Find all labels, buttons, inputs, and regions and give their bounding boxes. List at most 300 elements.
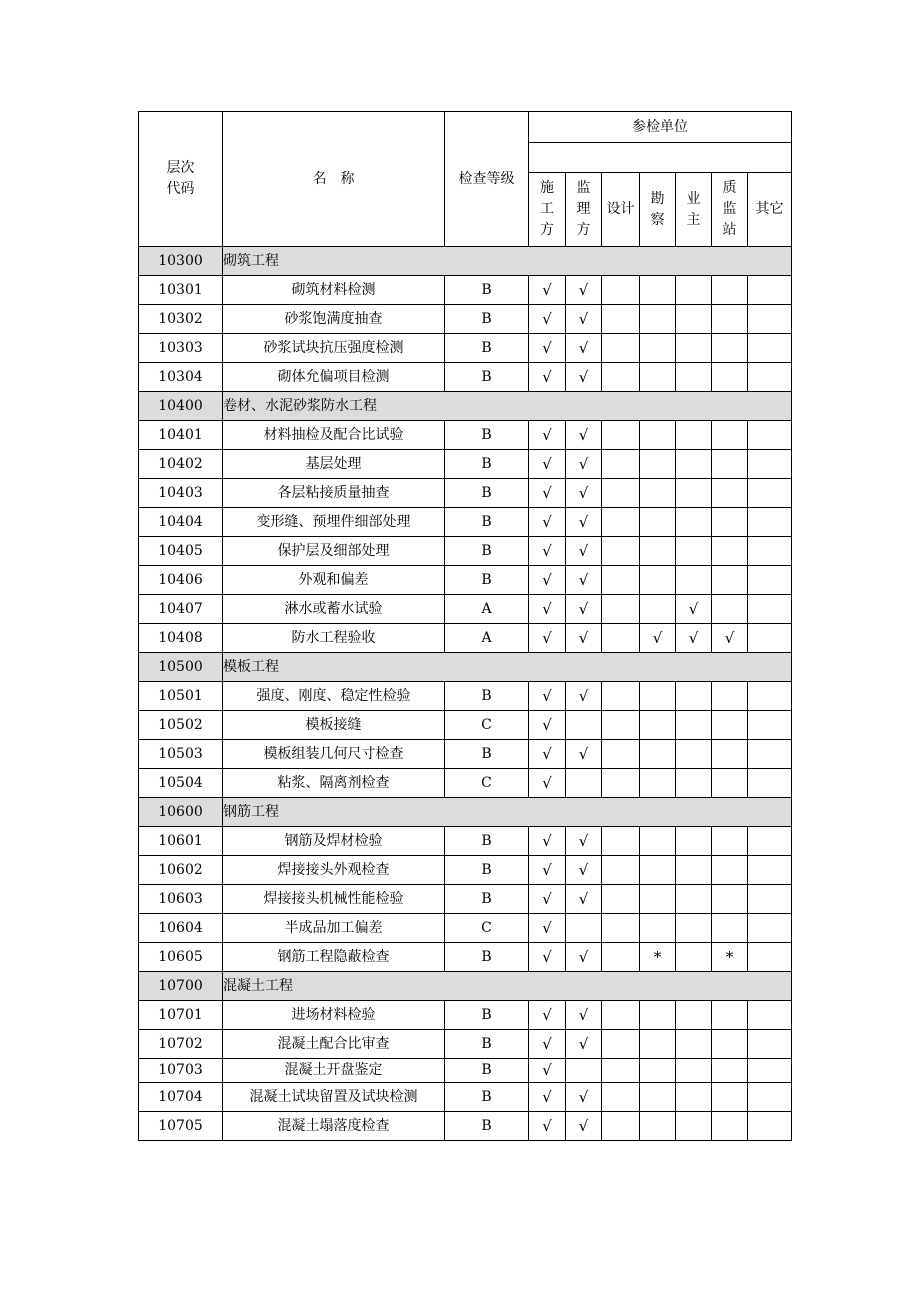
row-mark: √ bbox=[529, 1001, 566, 1030]
row-mark bbox=[640, 566, 676, 595]
row-mark: √ bbox=[529, 943, 566, 972]
row-code: 10402 bbox=[139, 450, 223, 479]
table-row bbox=[139, 885, 792, 914]
row-mark: √ bbox=[529, 1112, 566, 1141]
row-grade: B bbox=[445, 1030, 529, 1059]
row-code: 10501 bbox=[139, 682, 223, 711]
row-mark bbox=[640, 1001, 676, 1030]
table-body bbox=[139, 247, 792, 1141]
row-name: 基层处理 bbox=[223, 450, 445, 479]
row-mark: √ bbox=[529, 885, 566, 914]
row-mark bbox=[748, 624, 792, 653]
row-mark bbox=[640, 363, 676, 392]
row-name: 混凝土试块留置及试块检测 bbox=[223, 1083, 445, 1112]
row-mark: √ bbox=[529, 1059, 566, 1083]
row-mark bbox=[676, 885, 712, 914]
row-mark bbox=[712, 769, 748, 798]
table-row bbox=[139, 856, 792, 885]
row-mark: √ bbox=[566, 885, 602, 914]
header-unit-char: 设计 bbox=[606, 201, 635, 218]
row-mark: √ bbox=[566, 595, 602, 624]
row-code: 10701 bbox=[139, 1001, 223, 1030]
table-row bbox=[139, 827, 792, 856]
row-mark bbox=[602, 305, 640, 334]
row-mark bbox=[748, 740, 792, 769]
header-unit-char: 业 bbox=[686, 190, 701, 207]
row-grade: B bbox=[445, 856, 529, 885]
row-mark bbox=[748, 508, 792, 537]
header-unit bbox=[529, 173, 566, 247]
row-name: 保护层及细部处理 bbox=[223, 537, 445, 566]
row-mark bbox=[640, 305, 676, 334]
row-name: 焊接接头机械性能检验 bbox=[223, 885, 445, 914]
row-name: 材料抽检及配合比试验 bbox=[223, 421, 445, 450]
row-mark bbox=[676, 479, 712, 508]
section-code: 10600 bbox=[139, 798, 223, 827]
row-mark bbox=[748, 537, 792, 566]
row-mark bbox=[676, 1030, 712, 1059]
header-unit-char: 工 bbox=[540, 201, 554, 218]
row-mark bbox=[676, 711, 712, 740]
row-mark bbox=[748, 305, 792, 334]
row-mark bbox=[712, 334, 748, 363]
section-code: 10700 bbox=[139, 972, 223, 1001]
row-mark: √ bbox=[566, 508, 602, 537]
row-mark bbox=[602, 740, 640, 769]
table-row bbox=[139, 682, 792, 711]
row-mark: √ bbox=[566, 1112, 602, 1141]
row-name: 淋水或蓄水试验 bbox=[223, 595, 445, 624]
row-mark bbox=[602, 450, 640, 479]
row-mark bbox=[640, 885, 676, 914]
row-grade: B bbox=[445, 363, 529, 392]
row-mark: * bbox=[712, 943, 748, 972]
row-grade: B bbox=[445, 682, 529, 711]
header-code-line: 代码 bbox=[166, 181, 195, 197]
row-mark: √ bbox=[566, 421, 602, 450]
header-unit-char: 勘 bbox=[650, 190, 665, 207]
row-mark bbox=[748, 769, 792, 798]
row-mark: √ bbox=[529, 595, 566, 624]
row-mark bbox=[676, 537, 712, 566]
section-title-text: 模板工程 bbox=[223, 658, 279, 675]
row-code: 10603 bbox=[139, 885, 223, 914]
row-mark bbox=[748, 1030, 792, 1059]
row-mark bbox=[676, 682, 712, 711]
row-mark bbox=[712, 740, 748, 769]
table-row bbox=[139, 769, 792, 798]
row-mark bbox=[712, 421, 748, 450]
table-header bbox=[139, 112, 792, 247]
row-mark bbox=[640, 508, 676, 537]
row-grade: B bbox=[445, 827, 529, 856]
row-mark bbox=[748, 276, 792, 305]
row-mark: √ bbox=[566, 450, 602, 479]
row-mark bbox=[602, 363, 640, 392]
row-code: 10404 bbox=[139, 508, 223, 537]
row-grade: B bbox=[445, 450, 529, 479]
row-grade: A bbox=[445, 624, 529, 653]
row-mark bbox=[676, 566, 712, 595]
section-row bbox=[139, 392, 792, 421]
row-mark: √ bbox=[529, 1083, 566, 1112]
row-mark bbox=[602, 1112, 640, 1141]
row-mark bbox=[676, 769, 712, 798]
row-mark bbox=[602, 885, 640, 914]
row-mark bbox=[712, 856, 748, 885]
row-mark bbox=[640, 479, 676, 508]
header-unit-char: 监 bbox=[722, 201, 737, 218]
header-unit-char: 施 bbox=[540, 180, 554, 197]
table-row bbox=[139, 740, 792, 769]
section-row bbox=[139, 653, 792, 682]
row-mark: √ bbox=[529, 914, 566, 943]
row-mark: √ bbox=[566, 943, 602, 972]
row-mark bbox=[712, 914, 748, 943]
row-mark bbox=[566, 1059, 602, 1083]
row-mark bbox=[676, 856, 712, 885]
table-row bbox=[139, 450, 792, 479]
row-mark bbox=[676, 1112, 712, 1141]
row-name: 防水工程验收 bbox=[223, 624, 445, 653]
header-grade: 检查等级 bbox=[445, 112, 529, 247]
row-grade: B bbox=[445, 421, 529, 450]
inspection-table bbox=[138, 111, 792, 1141]
row-mark: √ bbox=[566, 479, 602, 508]
row-mark bbox=[712, 479, 748, 508]
row-mark: √ bbox=[529, 740, 566, 769]
row-mark bbox=[748, 479, 792, 508]
header-unit bbox=[602, 173, 640, 247]
table-row bbox=[139, 421, 792, 450]
row-grade: B bbox=[445, 276, 529, 305]
row-mark bbox=[602, 537, 640, 566]
row-mark bbox=[676, 943, 712, 972]
row-mark: √ bbox=[676, 624, 712, 653]
section-row bbox=[139, 972, 792, 1001]
row-mark bbox=[748, 334, 792, 363]
row-code: 10403 bbox=[139, 479, 223, 508]
row-mark bbox=[676, 305, 712, 334]
row-mark bbox=[640, 856, 676, 885]
row-grade: C bbox=[445, 914, 529, 943]
row-mark bbox=[676, 334, 712, 363]
row-mark bbox=[676, 508, 712, 537]
table-row bbox=[139, 595, 792, 624]
row-mark bbox=[712, 1083, 748, 1112]
row-mark bbox=[602, 421, 640, 450]
header-unit bbox=[566, 173, 602, 247]
row-mark bbox=[748, 1083, 792, 1112]
row-name: 砌体允偏项目检测 bbox=[223, 363, 445, 392]
row-mark bbox=[602, 508, 640, 537]
row-mark bbox=[602, 682, 640, 711]
row-code: 10705 bbox=[139, 1112, 223, 1141]
row-mark bbox=[712, 885, 748, 914]
section-title-text: 混凝土工程 bbox=[223, 977, 293, 994]
row-name: 砂浆饱满度抽查 bbox=[223, 305, 445, 334]
row-mark bbox=[676, 827, 712, 856]
header-unit bbox=[712, 173, 748, 247]
row-grade: B bbox=[445, 885, 529, 914]
section-row bbox=[139, 798, 792, 827]
table-row bbox=[139, 1030, 792, 1059]
row-mark: √ bbox=[566, 624, 602, 653]
row-mark bbox=[602, 943, 640, 972]
row-code: 10702 bbox=[139, 1030, 223, 1059]
row-mark bbox=[640, 1083, 676, 1112]
row-name: 钢筋及焊材检验 bbox=[223, 827, 445, 856]
row-mark: √ bbox=[566, 682, 602, 711]
row-code: 10502 bbox=[139, 711, 223, 740]
table-row bbox=[139, 711, 792, 740]
row-mark: √ bbox=[676, 595, 712, 624]
row-name: 钢筋工程隐蔽检查 bbox=[223, 943, 445, 972]
row-mark: √ bbox=[529, 421, 566, 450]
row-mark: √ bbox=[529, 856, 566, 885]
row-mark: √ bbox=[529, 450, 566, 479]
row-mark bbox=[676, 1083, 712, 1112]
row-mark bbox=[676, 740, 712, 769]
section-title-text: 砌筑工程 bbox=[223, 252, 279, 269]
row-mark bbox=[712, 450, 748, 479]
row-grade: B bbox=[445, 943, 529, 972]
row-code: 10407 bbox=[139, 595, 223, 624]
row-code: 10601 bbox=[139, 827, 223, 856]
table-row bbox=[139, 1112, 792, 1141]
row-name: 变形缝、预埋件细部处理 bbox=[223, 508, 445, 537]
row-name: 强度、刚度、稳定性检验 bbox=[223, 682, 445, 711]
row-mark bbox=[676, 363, 712, 392]
row-mark bbox=[712, 1001, 748, 1030]
row-mark bbox=[676, 421, 712, 450]
row-mark: √ bbox=[529, 334, 566, 363]
table-row bbox=[139, 1059, 792, 1083]
header-unit-char: 方 bbox=[576, 222, 591, 239]
row-mark bbox=[640, 595, 676, 624]
row-mark bbox=[640, 1059, 676, 1083]
row-mark: √ bbox=[529, 1030, 566, 1059]
row-mark: √ bbox=[566, 305, 602, 334]
row-mark bbox=[640, 682, 676, 711]
row-mark bbox=[676, 276, 712, 305]
row-code: 10704 bbox=[139, 1083, 223, 1112]
row-code: 10703 bbox=[139, 1059, 223, 1083]
row-mark bbox=[640, 421, 676, 450]
section-title bbox=[223, 247, 792, 276]
row-mark bbox=[640, 827, 676, 856]
row-code: 10504 bbox=[139, 769, 223, 798]
row-grade: B bbox=[445, 740, 529, 769]
row-mark bbox=[602, 566, 640, 595]
row-mark bbox=[748, 1112, 792, 1141]
row-mark bbox=[602, 827, 640, 856]
row-mark: √ bbox=[566, 363, 602, 392]
row-code: 10406 bbox=[139, 566, 223, 595]
table-row bbox=[139, 1001, 792, 1030]
header-code-line: 层次 bbox=[166, 160, 195, 176]
row-mark bbox=[566, 914, 602, 943]
row-name: 焊接接头外观检查 bbox=[223, 856, 445, 885]
row-mark bbox=[712, 276, 748, 305]
row-mark: √ bbox=[566, 566, 602, 595]
row-grade: B bbox=[445, 479, 529, 508]
row-mark bbox=[640, 450, 676, 479]
table-row bbox=[139, 508, 792, 537]
header-unit-char: 其它 bbox=[755, 201, 784, 218]
row-code: 10503 bbox=[139, 740, 223, 769]
row-mark bbox=[566, 769, 602, 798]
row-mark bbox=[712, 363, 748, 392]
row-code: 10408 bbox=[139, 624, 223, 653]
row-mark: √ bbox=[529, 305, 566, 334]
row-mark bbox=[712, 508, 748, 537]
row-name: 模板组装几何尺寸检查 bbox=[223, 740, 445, 769]
section-code: 10400 bbox=[139, 392, 223, 421]
row-mark bbox=[676, 1059, 712, 1083]
header-blank bbox=[529, 143, 792, 173]
section-code: 10500 bbox=[139, 653, 223, 682]
row-name: 混凝土塌落度检查 bbox=[223, 1112, 445, 1141]
row-mark bbox=[640, 914, 676, 943]
row-name: 混凝土开盘鉴定 bbox=[223, 1059, 445, 1083]
row-mark bbox=[640, 334, 676, 363]
section-title bbox=[223, 798, 792, 827]
row-code: 10405 bbox=[139, 537, 223, 566]
row-mark bbox=[602, 479, 640, 508]
row-grade: B bbox=[445, 537, 529, 566]
table-row bbox=[139, 305, 792, 334]
row-mark bbox=[602, 334, 640, 363]
row-grade: B bbox=[445, 508, 529, 537]
row-name: 砂浆试块抗压强度检测 bbox=[223, 334, 445, 363]
row-mark: √ bbox=[566, 856, 602, 885]
row-grade: B bbox=[445, 1112, 529, 1141]
row-mark bbox=[640, 276, 676, 305]
row-mark: √ bbox=[566, 537, 602, 566]
row-mark bbox=[748, 1059, 792, 1083]
row-mark: √ bbox=[529, 711, 566, 740]
section-title bbox=[223, 972, 792, 1001]
row-mark bbox=[712, 566, 748, 595]
row-mark bbox=[748, 827, 792, 856]
table-row bbox=[139, 537, 792, 566]
row-mark bbox=[712, 1112, 748, 1141]
row-name: 进场材料检验 bbox=[223, 1001, 445, 1030]
section-title bbox=[223, 392, 792, 421]
row-mark bbox=[602, 1001, 640, 1030]
row-mark bbox=[602, 1083, 640, 1112]
row-mark bbox=[748, 682, 792, 711]
row-mark bbox=[748, 943, 792, 972]
row-mark: √ bbox=[529, 363, 566, 392]
row-code: 10602 bbox=[139, 856, 223, 885]
row-name: 各层粘接质量抽查 bbox=[223, 479, 445, 508]
row-mark bbox=[676, 450, 712, 479]
row-mark bbox=[748, 885, 792, 914]
row-mark: √ bbox=[566, 1030, 602, 1059]
row-grade: B bbox=[445, 305, 529, 334]
header-unit-char: 站 bbox=[722, 222, 737, 239]
row-mark bbox=[602, 624, 640, 653]
header-units-group: 参检单位 bbox=[529, 112, 792, 143]
row-mark: √ bbox=[566, 827, 602, 856]
row-mark: √ bbox=[529, 508, 566, 537]
row-mark bbox=[640, 1030, 676, 1059]
row-mark bbox=[712, 537, 748, 566]
row-mark: * bbox=[640, 943, 676, 972]
row-mark bbox=[602, 711, 640, 740]
section-title-text: 卷材、水泥砂浆防水工程 bbox=[223, 397, 377, 414]
section-title bbox=[223, 653, 792, 682]
header-unit bbox=[640, 173, 676, 247]
row-grade: B bbox=[445, 1059, 529, 1083]
row-grade: B bbox=[445, 334, 529, 363]
row-code: 10303 bbox=[139, 334, 223, 363]
row-mark bbox=[712, 711, 748, 740]
row-grade: B bbox=[445, 566, 529, 595]
row-mark bbox=[602, 1059, 640, 1083]
row-name: 粘浆、隔离剂检查 bbox=[223, 769, 445, 798]
header-unit-char: 方 bbox=[540, 222, 554, 239]
row-mark: √ bbox=[529, 566, 566, 595]
row-mark bbox=[748, 363, 792, 392]
table-row bbox=[139, 276, 792, 305]
row-mark bbox=[712, 305, 748, 334]
header-unit-char: 察 bbox=[650, 211, 665, 228]
row-mark bbox=[748, 711, 792, 740]
table-row bbox=[139, 363, 792, 392]
row-mark bbox=[712, 682, 748, 711]
row-grade: B bbox=[445, 1083, 529, 1112]
table-row bbox=[139, 334, 792, 363]
header-unit-char: 主 bbox=[686, 211, 701, 228]
row-mark bbox=[640, 769, 676, 798]
row-name: 半成品加工偏差 bbox=[223, 914, 445, 943]
row-mark bbox=[712, 827, 748, 856]
row-mark bbox=[712, 1030, 748, 1059]
table-row bbox=[139, 914, 792, 943]
header-unit bbox=[748, 173, 792, 247]
row-mark bbox=[640, 740, 676, 769]
row-mark bbox=[748, 595, 792, 624]
row-code: 10604 bbox=[139, 914, 223, 943]
row-mark bbox=[602, 595, 640, 624]
row-grade: A bbox=[445, 595, 529, 624]
header-name: 名 称 bbox=[223, 112, 445, 247]
header-unit-char: 质 bbox=[722, 180, 737, 197]
row-mark bbox=[640, 537, 676, 566]
row-mark: √ bbox=[712, 624, 748, 653]
row-name: 模板接缝 bbox=[223, 711, 445, 740]
row-mark: √ bbox=[529, 276, 566, 305]
row-mark: √ bbox=[529, 537, 566, 566]
row-mark bbox=[748, 1001, 792, 1030]
row-mark bbox=[712, 1059, 748, 1083]
header-unit-char: 理 bbox=[576, 201, 591, 218]
row-mark bbox=[602, 276, 640, 305]
row-mark: √ bbox=[566, 276, 602, 305]
row-name: 砌筑材料检测 bbox=[223, 276, 445, 305]
row-code: 10304 bbox=[139, 363, 223, 392]
row-mark bbox=[566, 711, 602, 740]
row-mark: √ bbox=[566, 1001, 602, 1030]
table-row bbox=[139, 479, 792, 508]
row-mark bbox=[748, 566, 792, 595]
row-mark bbox=[748, 856, 792, 885]
section-code: 10300 bbox=[139, 247, 223, 276]
row-mark bbox=[748, 421, 792, 450]
